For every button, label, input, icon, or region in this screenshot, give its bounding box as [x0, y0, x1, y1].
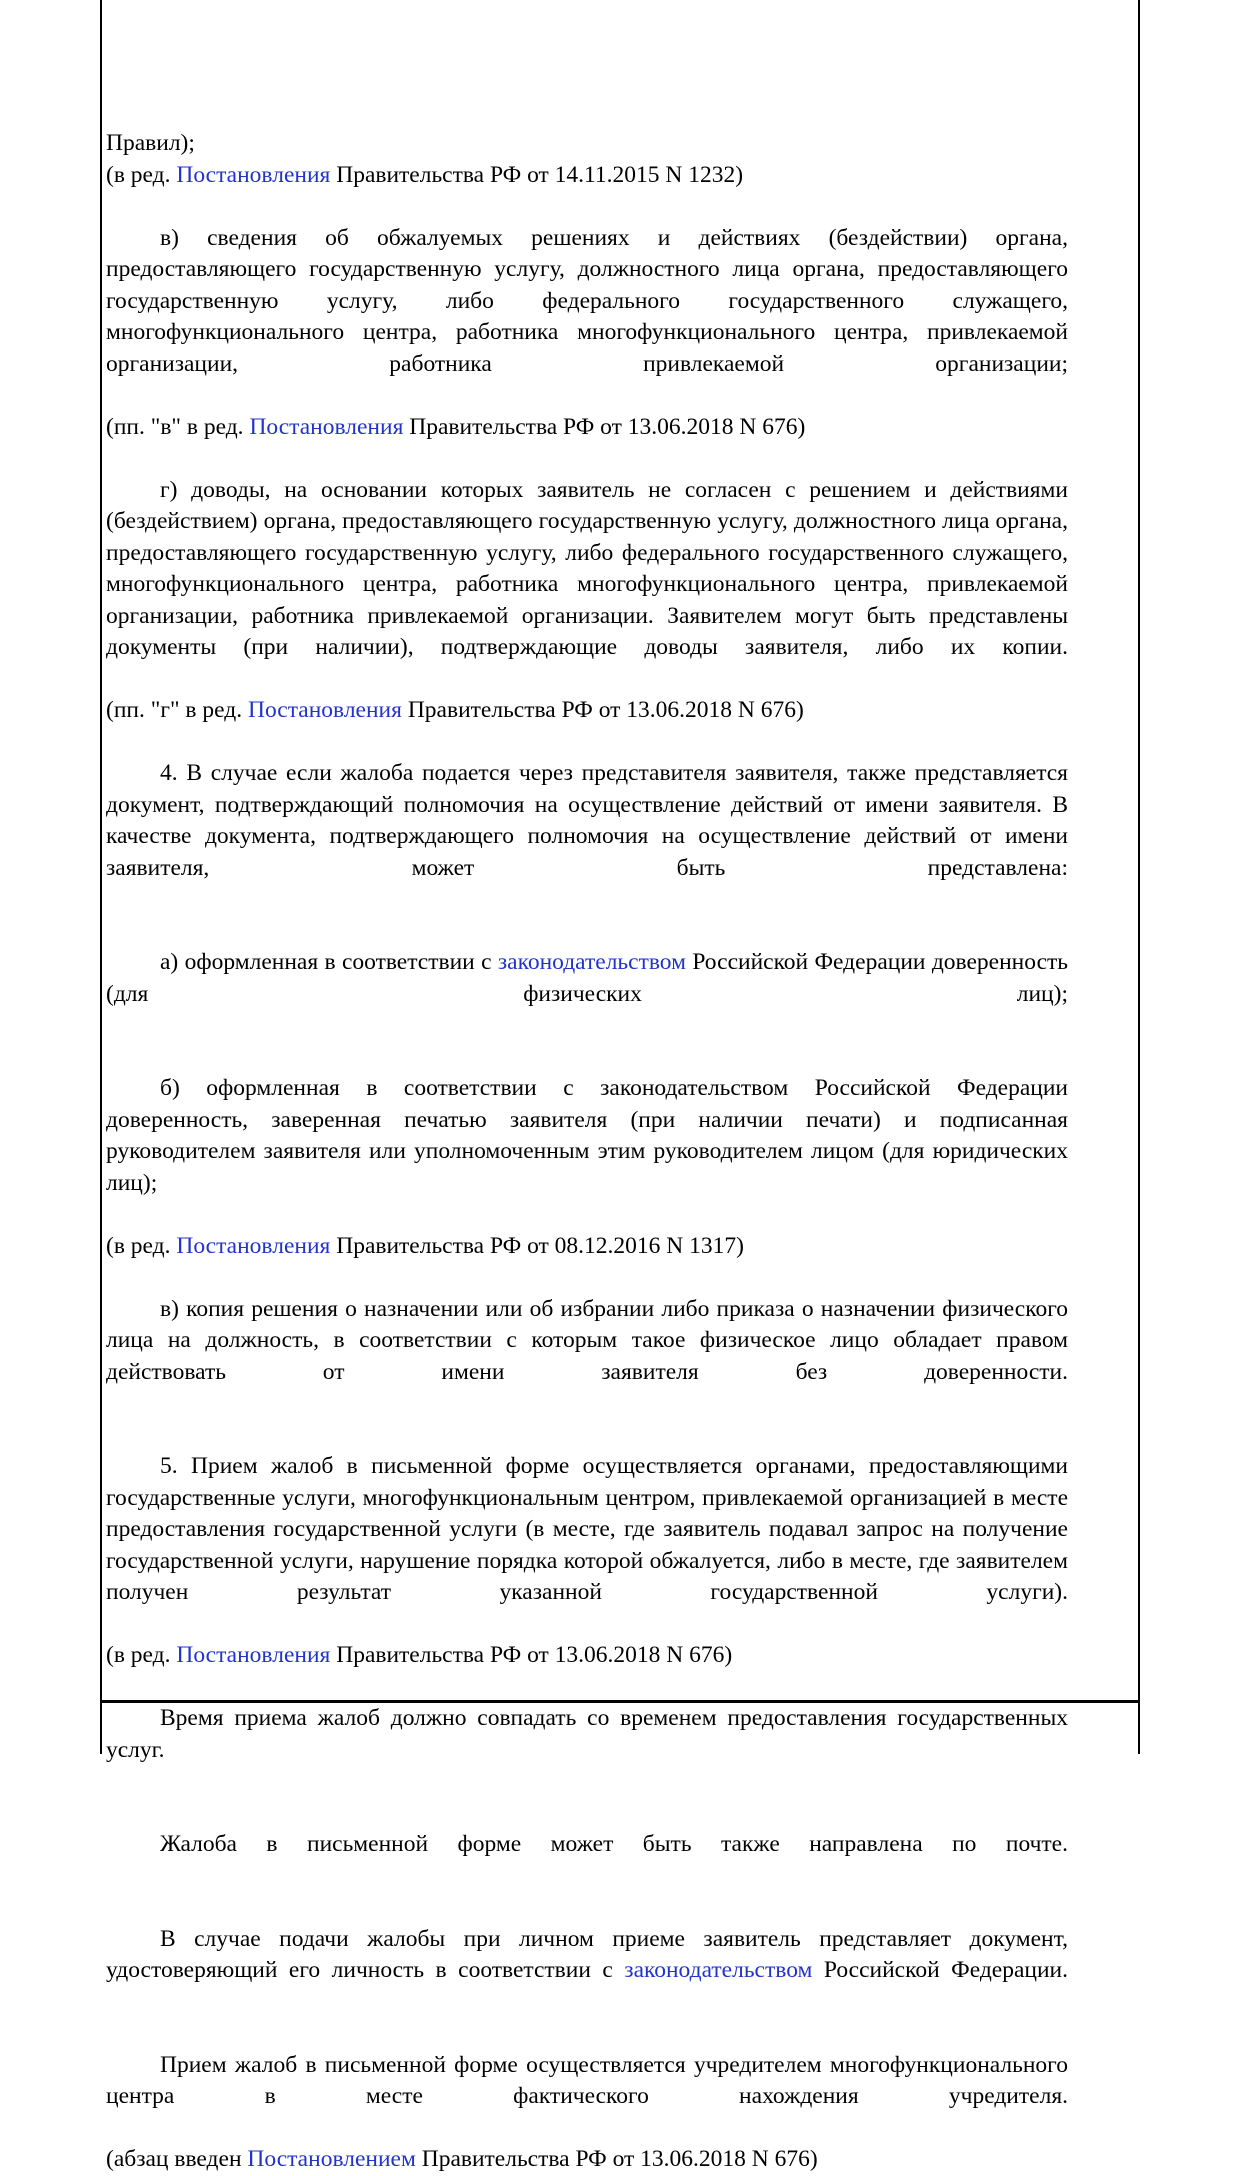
citation-prefix: (абзац введен — [106, 2146, 248, 2172]
citation-suffix: Правительства РФ от 13.06.2018 N 676) — [403, 413, 806, 440]
postanovleniya-link[interactable]: Постановления — [249, 413, 404, 440]
zakonodatelstvom-link[interactable]: законодательством — [497, 949, 686, 975]
citation-line-g-2018 — [106, 695, 1068, 727]
paragraph-text-after: Российской Федерации. — [812, 1957, 1068, 1983]
paragraph-spacer — [106, 727, 1068, 759]
paragraph-spacer — [106, 2018, 1068, 2050]
paragraph-item-g: г) доводы, на основании которых заявитель не согласен с решением и действиями (бездействием) органа, предоставляющего государственную услугу, должностного лица органа, предоставляющего государственную услугу, либо федерального государственного служащего, многофункционального центра, работника многофункционального центра, привлекаемой организации, работника привлекаемой организации. Заявителем могут быть представлены документы (при наличии), подтверждающие доводы заявителя, либо их копии. — [106, 476, 1068, 660]
paragraph-reception-time: Время приема жалоб должно совпадать со временем предоставления государственных услуг. — [106, 1705, 1068, 1763]
paragraph-by-post: Жалоба в письменной форме может быть также направлена по почте. — [160, 1831, 1068, 1857]
document-page — [104, 0, 1138, 2172]
zakonodatelstvom-link[interactable]: законодательством — [624, 1957, 813, 1983]
postanovleniya-link[interactable]: Постановления — [247, 697, 402, 723]
citation-prefix: (в ред. — [106, 161, 177, 188]
paragraph-item-4: 4. В случае если жалоба подается через представителя заявителя, также представляется документ, подтверждающий полномочия на осуществление действий от имени заявителя. В качестве документа, подтверждающего полномочия на осуществление действий от имени заявителя, может быть представлена: — [106, 760, 1068, 881]
citation-suffix: Правительства РФ от 13.06.2018 N 676) — [401, 697, 804, 723]
paragraph-text-after: Российской Федерации доверенность (для физических лиц); — [106, 949, 1069, 1007]
paragraph-item-5: 5. Прием жалоб в письменной форме осуществляется органами, предоставляющими государственные услуги, многофункциональным центром, привлекаемой организацией в месте предоставления государственной услуги (в месте, где заявитель подавал запрос на получение государственной услуги, нарушение порядка которой обжалуется, либо в месте, где заявителем получен результат указанной государственной услуги). — [106, 1453, 1068, 1605]
paragraph-item-b: б) оформленная в соответствии с законодательством Российской Федерации доверенность, заверенная печатью заявителя (при наличии печати) и подписанная руководителем заявителя или уполномоченным этим руководителем лицом (для юридических лиц); — [106, 1075, 1068, 1196]
paragraph-spacer — [106, 1262, 1068, 1294]
postanovleniya-link[interactable]: Постановления — [176, 161, 331, 188]
paragraph-text-before: а) оформленная в соответствии с — [160, 949, 498, 975]
postanovleniem-link[interactable]: Постановлением — [247, 2146, 416, 2172]
paragraph-spacer — [106, 1042, 1068, 1074]
citation-suffix: Правительства РФ от 13.06.2018 N 676) — [415, 2146, 818, 2172]
citation-prefix: (в ред. — [106, 1642, 177, 1668]
paragraph-personal-reception — [106, 1924, 1068, 2019]
citation-line-v-2018 — [106, 412, 1068, 444]
citation-line-2016 — [106, 1231, 1068, 1263]
postanovleniya-link[interactable]: Постановления — [176, 1642, 331, 1668]
citation-line-abzac — [106, 2144, 1068, 2176]
citation-suffix: Правительства РФ от 14.11.2015 N 1232) — [330, 161, 744, 188]
citation-suffix: Правительства РФ от 13.06.2018 N 676) — [330, 1642, 733, 1668]
paragraph-item-v2: в) копия решения о назначении или об избрании либо приказа о назначении физического лица на должность, в соответствии с которым такое физическое лицо обладает правом действовать от имени заявителя без доверенности. — [106, 1295, 1068, 1385]
document-body — [106, 128, 1068, 2176]
paragraph-spacer — [106, 191, 1068, 223]
paragraph-spacer — [106, 1892, 1068, 1924]
page-right-rule — [1138, 0, 1140, 1754]
paragraph-item-a — [106, 947, 1068, 1042]
paragraph-item-v: в) сведения об обжалуемых решениях и действиях (бездействии) органа, предоставляющего государственную услугу, должностного лица органа, предоставляющего государственную услугу, либо федерального государственного служащего, многофункционального центра, работника многофункционального центра, привлекаемой организации, работника привлекаемой организации; — [106, 224, 1068, 377]
citation-line-5-2018 — [106, 1640, 1068, 1672]
paragraph-text-before: В случае подачи жалобы при личном приеме заявитель представляет документ, удостоверяющий его личность в соответствии с — [106, 1925, 1068, 1983]
paragraph-spacer — [106, 1672, 1068, 1704]
citation-line-2015 — [106, 160, 1068, 192]
paragraph-spacer — [106, 443, 1068, 475]
citation-prefix: (пп. "в" в ред. — [106, 413, 250, 440]
citation-prefix: (пп. "г" в ред. — [106, 697, 248, 723]
paragraph-spacer — [106, 916, 1068, 948]
citation-suffix: Правительства РФ от 08.12.2016 N 1317) — [330, 1232, 744, 1259]
text-line-pravil: Правил); — [106, 130, 195, 156]
paragraph-spacer — [106, 1420, 1068, 1452]
postanovleniya-link[interactable]: Постановления — [176, 1232, 331, 1259]
page-left-rule — [100, 0, 102, 1754]
paragraph-founder: Прием жалоб в письменной форме осуществляется учредителем многофункционального центра в месте фактического нахождения учредителя. — [106, 2051, 1068, 2109]
paragraph-spacer — [106, 1798, 1068, 1830]
citation-prefix: (в ред. — [106, 1232, 177, 1259]
